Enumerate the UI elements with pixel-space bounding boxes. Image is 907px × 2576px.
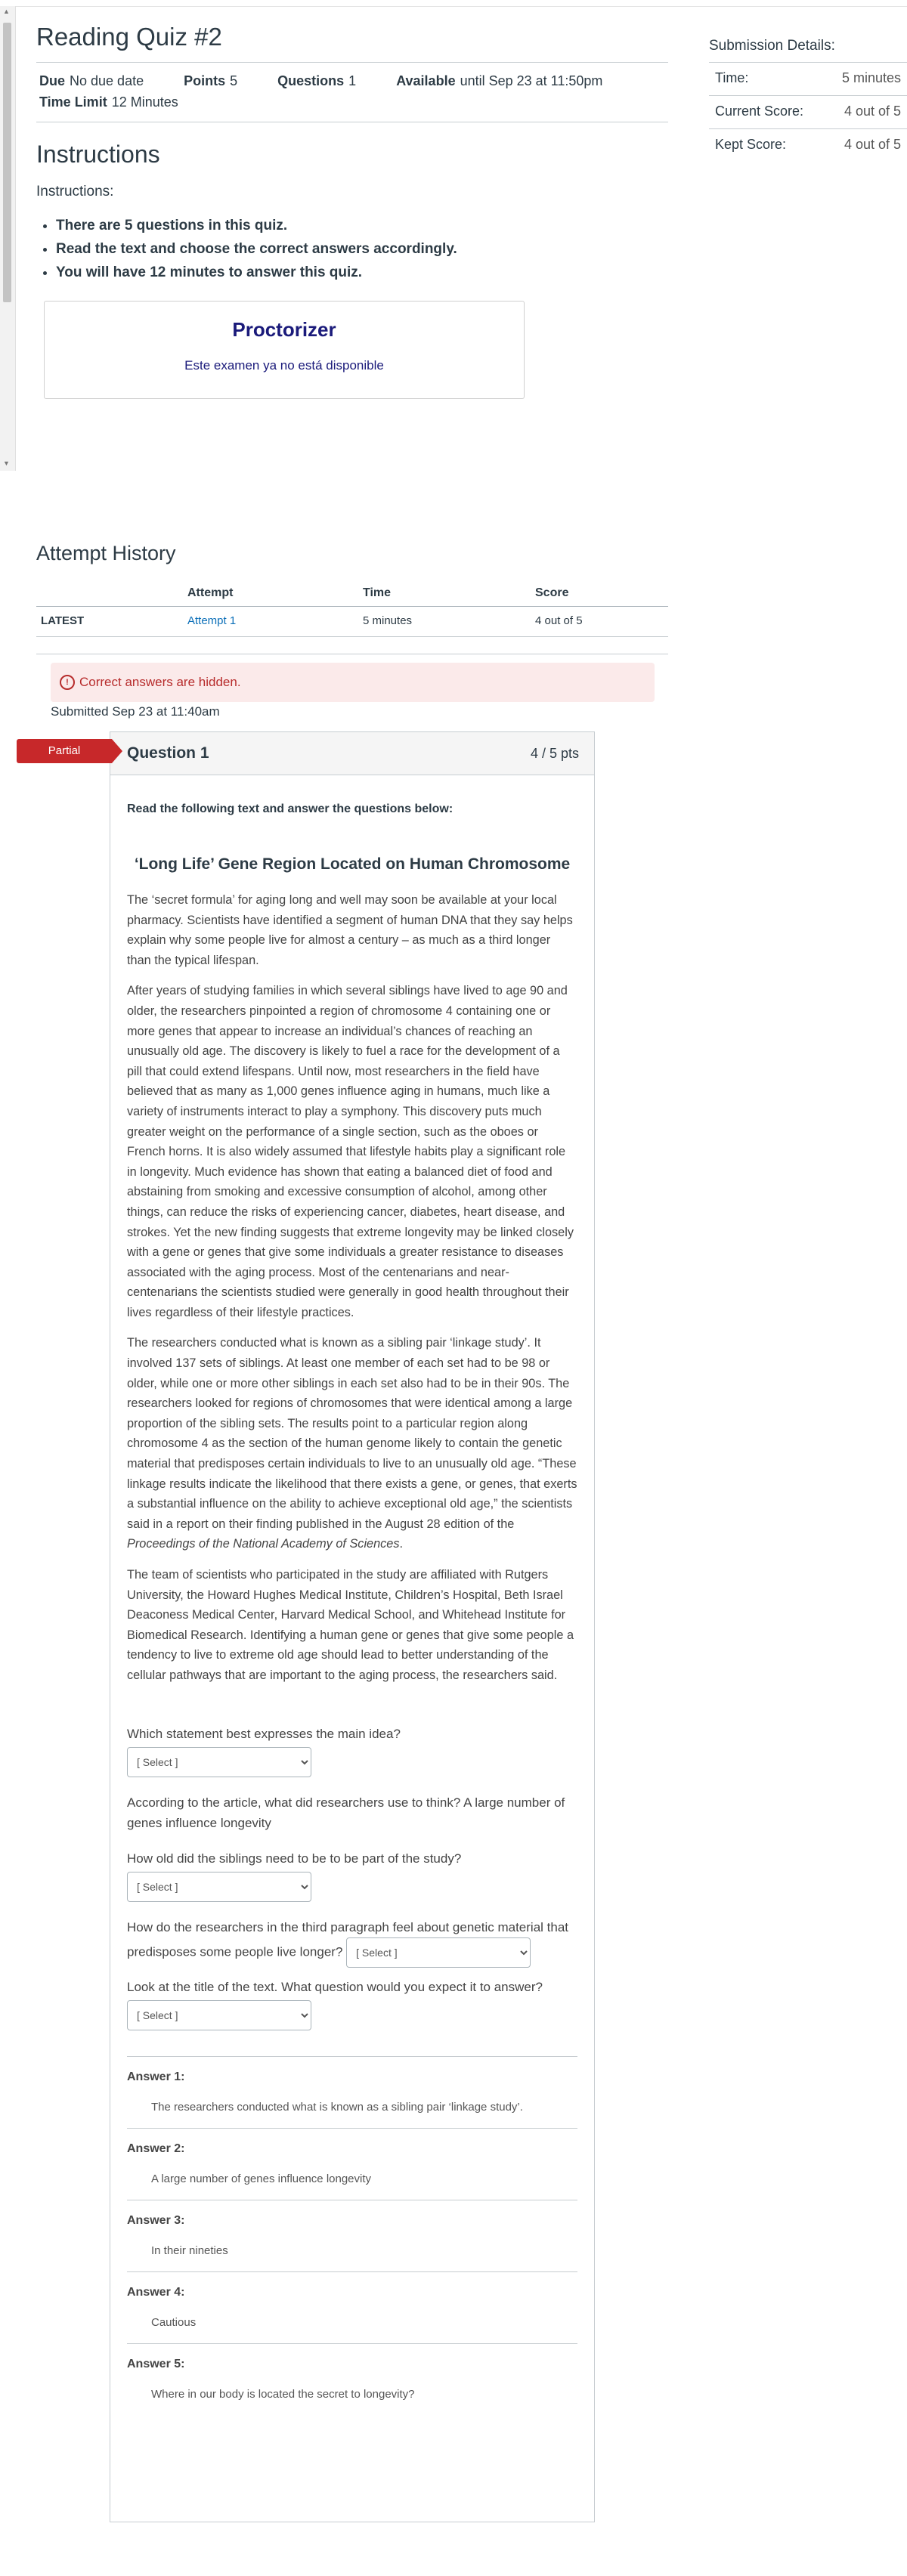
badge-arrow — [112, 739, 122, 763]
question-prompts — [127, 1724, 577, 2030]
submission-kept-score: Kept Score: 4 out of 5 — [709, 128, 907, 162]
answer-item: Answer 4: Cautious — [127, 2271, 577, 2343]
scroll-down-icon[interactable]: ▼ — [3, 459, 10, 467]
answer-select-4[interactable] — [346, 1937, 531, 1968]
question-lead: Read the following text and answer the questions below: — [127, 802, 454, 815]
proctorizer-message: Este examen ya no está disponible — [184, 358, 384, 373]
column-header: Score — [531, 580, 668, 607]
answers-list — [127, 2056, 577, 2415]
answer-item: Answer 3: In their nineties — [127, 2200, 577, 2271]
meta-points: Points 5 — [184, 73, 238, 88]
article-paragraph: The ‘secret formula’ for aging long and well may soon be available at your local pharmacy. Scientists have identified a segment of human DNA that they say helps explain why some people live for almost a century – as much as a third longer than the typical lifespan. — [127, 893, 573, 967]
article-paragraph: The researchers conducted what is known as a sibling pair ‘linkage study’. It involved 137 sets of siblings. At least one member of each set had to be 98 or older, while one or more other siblings in each set also had to be in their 90s. The researchers looked for regions of chromosomes that were identical among a large proportion of the sibling sets. The results point to a particular region along chromosome 4 as the section of the human genome likely to contain the genetic material that predisposes certain individuals to live to an unusually old age. “These linkage results indicate the likelihood that there exists a gene, or genes, that exerts a substantial influence on the ability to achieve exceptional old age,” the scientists said in a report on their finding published in the August 28 edition of the Proceedings of the National Academy of Sciences. — [127, 1336, 577, 1551]
instructions-label: Instructions: — [36, 184, 114, 199]
question-card — [110, 731, 595, 2522]
submission-header: Submission Details: — [709, 38, 835, 54]
partial-badge-label: Partial — [17, 739, 112, 763]
alert-icon: ! — [60, 675, 75, 690]
instructions-list — [36, 214, 668, 284]
latest-tag: LATEST — [36, 607, 183, 637]
answer-select-3[interactable] — [127, 1872, 311, 1902]
attempt-table — [36, 580, 668, 637]
instructions-heading: Instructions — [36, 141, 160, 168]
prompt-siblings-age: How old did the siblings need to be to be part of the study? — [127, 1851, 462, 1866]
attempt-score: 4 out of 5 — [531, 607, 668, 637]
top-divider — [0, 6, 907, 7]
answer-item: Answer 2: A large number of genes influence longevity — [127, 2128, 577, 2200]
article-paragraph: The team of scientists who participated in the study are affiliated with Rutgers University, the Howard Hughes Medical Institute, Children’s Hospital, Beth Israel Deaconess Medical Center, Harvard Medical School, and Whitehead Institute for Biomedical Research. Identifying a human gene or genes that give some people a tendency to live to extreme old age should lead to better understanding of the cellular pathways that are important to the aging process, the researchers said. — [127, 1568, 574, 1682]
attempt-time: 5 minutes — [358, 607, 531, 637]
meta-due: Due No due date — [39, 73, 144, 88]
meta-available: Available until Sep 23 at 11:50pm — [396, 73, 603, 88]
question-title: Question 1 — [127, 744, 209, 762]
meta-time-limit: Time Limit 12 Minutes — [39, 94, 178, 110]
column-header: Attempt — [183, 580, 358, 607]
proctorizer-title: Proctorizer — [232, 318, 336, 341]
quiz-title: Reading Quiz #2 — [36, 23, 222, 51]
quiz-main — [36, 23, 668, 399]
column-header — [36, 580, 183, 607]
attempt-history-title: Attempt History — [36, 542, 176, 564]
journal-name: Proceedings of the National Academy of Sciences — [127, 1537, 400, 1551]
column-header: Time — [358, 580, 531, 607]
article-paragraph: After years of studying families in which several siblings have lived to age 90 and older, the researchers pinpointed a region of chromosome 4 containing one or more genes that appear to increase an individual’s chances of reaching an unusually old age. The discovery is likely to fuel a race for the development of a pill that could extend lifespans. Until now, most researchers in the field have believed that as many as 1,000 genes influence aging in humans, much like a variety of instruments interact to play a symphony. This discovery puts much greater weight on the performance of a single section, such as the oboes or French horns. It is also widely assumed that lifestyle habits play a significant role in longevity. Much evidence has shown that eating a balanced diet of food and abstaining from smoking and excessive consumption of alcohol, among other things, can reduce the risks of experiencing cancer, diabetes, heart disease, and strokes. Yet the new finding suggests that extreme longevity may be linked closely with a gene or genes that give some individuals a greater resistance to diseases associated with the aging process. Most of the centenarians and near-centenarians the scientists studied were generally in good health throughout their lives regardless of their lifestyle practices. — [127, 984, 574, 1319]
proctorizer-panel — [44, 301, 525, 399]
instruction-item: • You will have 12 minutes to answer this quiz. — [56, 261, 668, 284]
submission-details — [709, 38, 907, 162]
prompt-researchers-thought: According to the article, what did researchers use to think? A large number of genes influence longevity — [127, 1795, 565, 1830]
prompt-researchers-feel: How do the researchers in the third paragraph feel about genetic material that predisposes some people live longer? [ Select ] — [127, 1917, 577, 1968]
answer-item: Answer 5: Where in our body is located the secret to longevity? — [127, 2343, 577, 2415]
attempt-history — [36, 542, 668, 654]
meta-questions: Questions 1 — [277, 73, 357, 88]
attempt-link[interactable]: Attempt 1 — [187, 614, 237, 627]
question-points: 4 / 5 pts — [530, 745, 579, 761]
scroll-up-icon[interactable]: ▲ — [3, 8, 10, 15]
vertical-scrollbar[interactable] — [0, 6, 16, 471]
submission-time: Time: 5 minutes — [709, 62, 907, 95]
prompt-title-question: Look at the title of the text. What question would you expect it to answer? — [127, 1979, 543, 1994]
scrollbar-thumb[interactable] — [3, 23, 11, 302]
article-title: ‘Long Life’ Gene Region Located on Human Chromosome — [134, 855, 571, 873]
submission-current-score: Current Score: 4 out of 5 — [709, 95, 907, 128]
prompt-main-idea: Which statement best expresses the main idea? — [127, 1726, 401, 1741]
answer-item: Answer 1: The researchers conducted what is known as a sibling pair ‘linkage study’. — [127, 2056, 577, 2128]
answer-select-1[interactable] — [127, 1747, 311, 1777]
alert-text: Correct answers are hidden. — [79, 675, 241, 689]
answer-select-5[interactable] — [127, 2000, 311, 2030]
question-header — [110, 732, 594, 775]
table-row — [36, 607, 668, 637]
article-body — [127, 890, 577, 1686]
answers-hidden-alert — [51, 663, 655, 702]
quiz-meta — [36, 62, 668, 122]
partial-badge — [17, 739, 122, 763]
submitted-timestamp: Submitted Sep 23 at 11:40am — [51, 704, 220, 719]
instruction-item: • Read the text and choose the correct answers accordingly. — [56, 237, 668, 261]
instruction-item: • There are 5 questions in this quiz. — [56, 214, 668, 237]
